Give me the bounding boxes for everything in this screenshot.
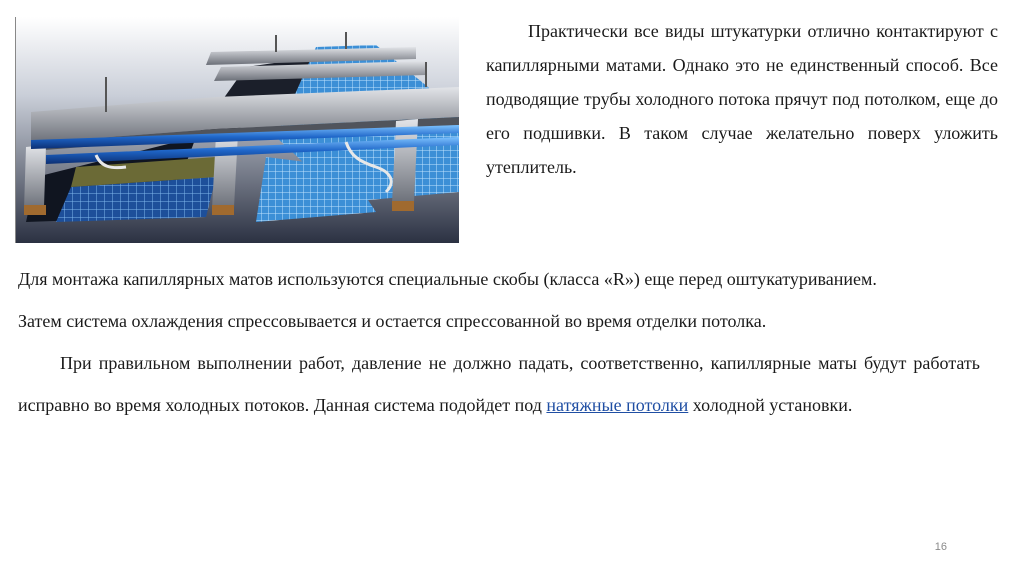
paragraph-conclusion (18, 342, 980, 426)
paragraph-mounting: Для монтажа капиллярных матов используются специальные скобы (класса «R») еще перед оштукатуриванием. (18, 269, 877, 289)
stretch-ceilings-link[interactable]: натяжные потолки (546, 395, 689, 415)
page-number: 16 (934, 541, 947, 553)
paragraph-pressure-test: Затем система охлаждения спрессовывается и остается спрессованной во время отделки потолка. (18, 311, 767, 331)
main-text-block (18, 258, 980, 426)
ceiling-illustration (15, 17, 459, 243)
intro-paragraph: Практически все виды штукатурки отлично контактируют с капиллярными матами. Однако это не единственный способ. Все подводящие трубы холодного потока прячут под потолком, еще до его подшивки. В таком случае желательно поверх уложить утеплитель. (486, 21, 998, 177)
conclusion-text-start: При правильном выполнении работ, давление не должно падать, соответственно, капиллярные маты будут работать исправно во время холодных потоков. Данная система подойдет под (18, 353, 980, 415)
conclusion-text-end: холодной установки. (688, 395, 853, 415)
capillary-mat-ceiling-icon (16, 17, 459, 243)
